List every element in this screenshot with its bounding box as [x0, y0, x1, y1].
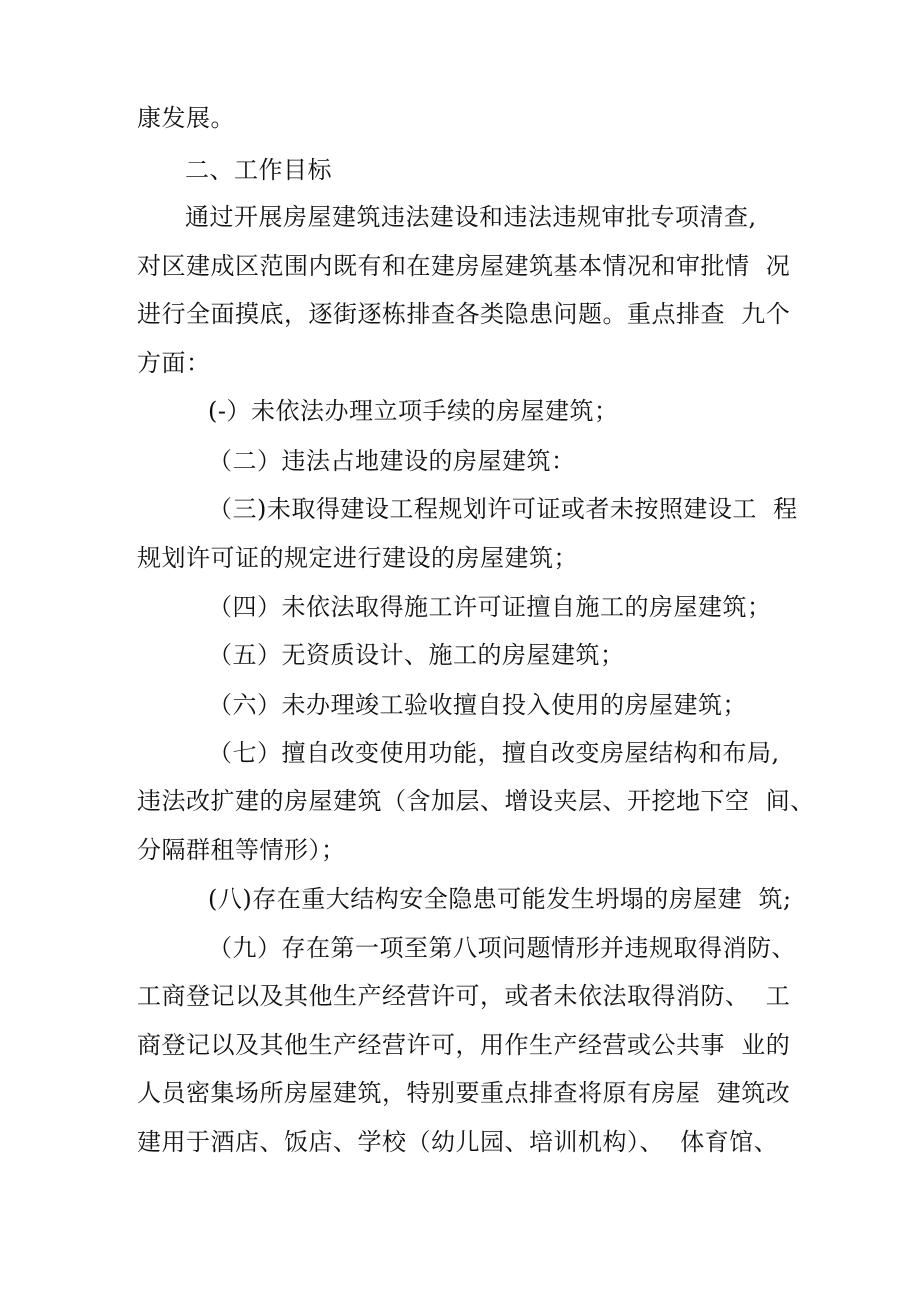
- list-item: (-）未依法办理立项手续的房屋建筑；: [208, 397, 619, 425]
- text-line: 建用于酒店、饭店、学校（幼儿园、培训机构）、 体育馆、: [137, 1128, 779, 1156]
- list-item: （六）未办理竣工验收擅自投入使用的房屋建筑；: [208, 691, 747, 719]
- text-line: 通过开展房屋建筑违法建设和违法违规审批专项清查,: [185, 203, 757, 231]
- text-line: 对区建成区范围内既有和在建房屋建筑基本情况和审批情 况: [137, 252, 791, 280]
- text-line: 康发展。: [137, 104, 235, 132]
- section-heading: 二、工作目标: [185, 156, 332, 184]
- text-line: 人员密集场所房屋建筑，特别要重点排查将原有房屋 建筑改: [137, 1079, 791, 1107]
- text-line: 分隔群租等情形）；: [137, 836, 346, 864]
- text-line: 违法改扩建的房屋建筑（含加层、增设夹层、开挖地下空 间、: [137, 787, 815, 815]
- text-line: 进行全面摸底，逐街逐栋排查各类隐患问题。重点排查 九个: [137, 300, 791, 328]
- list-item: （九）存在第一项至第八项问题情形并违规取得消防、: [208, 934, 796, 962]
- list-item: （二）违法占地建设的房屋建筑：: [208, 447, 576, 475]
- list-item: （七）擅自改变使用功能，擅自改变房屋结构和布局,: [208, 739, 780, 767]
- text-line: 工商登记以及其他生产经营许可，或者未依法取得消防、 工: [137, 982, 791, 1010]
- list-item: （五）无资质设计、施工的房屋建筑；: [208, 641, 625, 669]
- list-item: (八)存在重大结构安全隐患可能发生坍塌的房屋建 筑;: [208, 885, 792, 913]
- text-line: 方面：: [137, 349, 211, 377]
- list-item: （四）未依法取得施工许可证擅自施工的房屋建筑；: [208, 593, 772, 621]
- text-line: 规划许可证的规定进行建设的房屋建筑；: [137, 544, 578, 572]
- text-line: 商登记以及其他生产经营许可，用作生产经营或公共事 业的: [137, 1031, 791, 1059]
- list-item: （三)未取得建设工程规划许可证或者未按照建设工 程: [208, 495, 798, 523]
